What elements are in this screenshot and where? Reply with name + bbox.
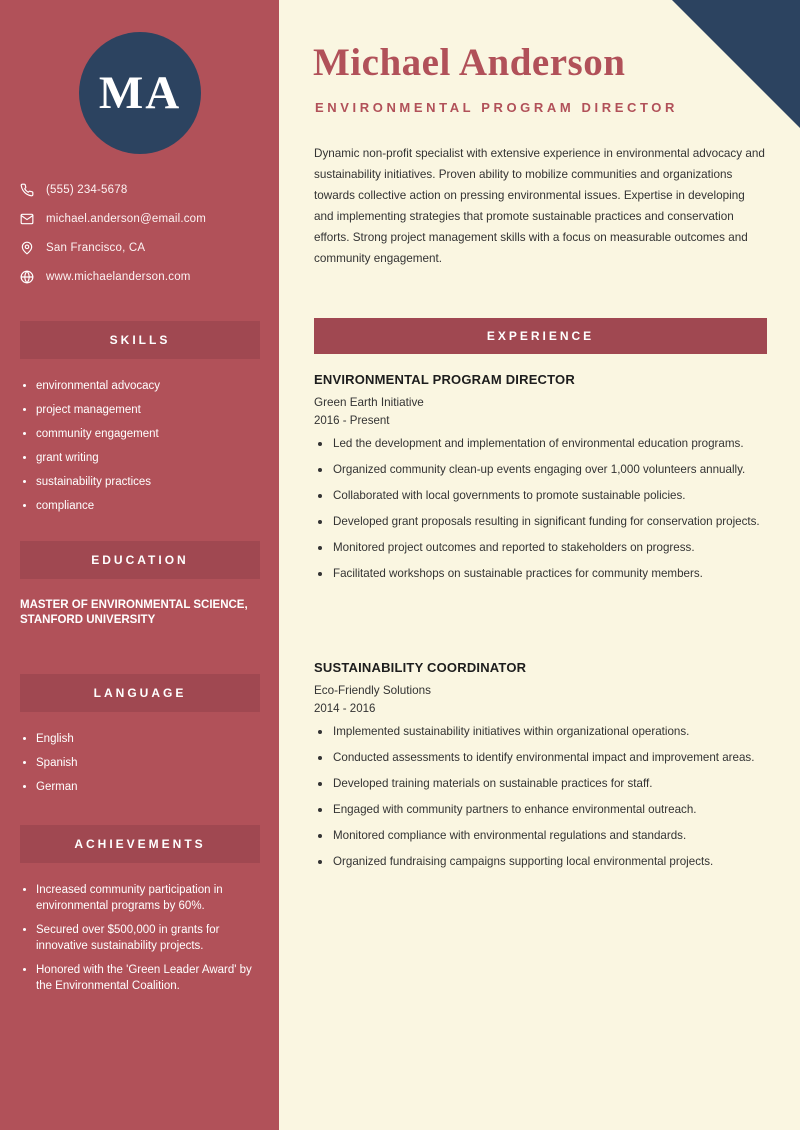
list-item: Spanish	[20, 755, 270, 771]
contact-phone-text: (555) 234-5678	[46, 183, 128, 196]
envelope-icon	[20, 212, 46, 226]
list-item: Monitored project outcomes and reported to stakeholders on progress.	[314, 539, 774, 557]
sidebar-heading-language: LANGUAGE	[20, 674, 260, 712]
list-item: Increased community participation in environmental programs by 60%.	[20, 882, 265, 914]
page-title: Michael Anderson	[313, 41, 626, 84]
sidebar-heading-achievements: ACHIEVEMENTS	[20, 825, 260, 863]
sidebar-heading-education: EDUCATION	[20, 541, 260, 579]
corner-decoration	[672, 0, 800, 128]
professional-title: ENVIRONMENTAL PROGRAM DIRECTOR	[315, 100, 678, 115]
list-item: Monitored compliance with environmental regulations and standards.	[314, 827, 774, 845]
education-entry: MASTER OF ENVIRONMENTAL SCIENCE, STANFORD UNIVERSITY	[20, 599, 248, 626]
list-item: project management	[20, 402, 270, 418]
list-item: Organized community clean-up events engaging over 1,000 volunteers annually.	[314, 461, 774, 479]
list-item: Engaged with community partners to enhance environmental outreach.	[314, 801, 774, 819]
contact-item-location	[20, 233, 260, 262]
job-dates: 2014 - 2016	[314, 703, 376, 715]
list-item: community engagement	[20, 426, 270, 442]
sidebar-heading-skills: SKILLS	[20, 321, 260, 359]
avatar-initials: MA	[98, 67, 182, 119]
job-company: Green Earth Initiative	[314, 396, 424, 409]
contact-item-email	[20, 204, 260, 233]
experience-entry-1	[314, 372, 774, 591]
section-heading-experience: EXPERIENCE	[314, 318, 767, 354]
list-item: Developed grant proposals resulting in significant funding for conservation projects.	[314, 513, 774, 531]
skills-list	[20, 378, 270, 522]
list-item: Collaborated with local governments to promote sustainable policies.	[314, 487, 774, 505]
list-item: Honored with the 'Green Leader Award' by the Environmental Coalition.	[20, 962, 265, 994]
job-bullets	[314, 723, 774, 871]
contact-email-text: michael.anderson@email.com	[46, 212, 207, 225]
list-item: Secured over $500,000 in grants for innovative sustainability projects.	[20, 922, 265, 954]
contact-item-website	[20, 262, 260, 291]
contact-item-phone	[20, 175, 260, 204]
list-item: sustainability practices	[20, 474, 270, 490]
avatar	[79, 32, 201, 154]
job-role: ENVIRONMENTAL PROGRAM DIRECTOR	[314, 372, 575, 387]
phone-icon	[20, 183, 46, 197]
profile-summary: Dynamic non-profit specialist with extensive experience in environmental advocacy and sustainability initiatives. Proven ability to mobilize communities and organizations towards collective action on pressing environmental issues. Expertise in developing and implementing strategies that promote sustainable practices and conservation efforts. Strong project management skills with a focus on measurable outcomes and community engagement.	[314, 147, 765, 265]
globe-icon	[20, 270, 46, 284]
experience-entry-2	[314, 660, 774, 879]
list-item: Implemented sustainability initiatives within organizational operations.	[314, 723, 774, 741]
list-item: Organized fundraising campaigns supporting local environmental projects.	[314, 853, 774, 871]
list-item: environmental advocacy	[20, 378, 270, 394]
main-content	[283, 0, 800, 1130]
list-item: Facilitated workshops on sustainable practices for community members.	[314, 565, 774, 583]
contact-website-text: www.michaelanderson.com	[46, 270, 191, 283]
list-item: grant writing	[20, 450, 270, 466]
list-item: German	[20, 779, 270, 795]
achievements-list	[20, 882, 265, 1002]
list-item: compliance	[20, 498, 270, 514]
contact-list	[20, 175, 260, 291]
list-item: Conducted assessments to identify environmental impact and improvement areas.	[314, 749, 774, 767]
job-role: SUSTAINABILITY COORDINATOR	[314, 660, 527, 675]
location-pin-icon	[20, 241, 46, 255]
job-dates: 2016 - Present	[314, 415, 390, 427]
contact-location-text: San Francisco, CA	[46, 241, 146, 254]
list-item: Led the development and implementation of environmental education programs.	[314, 435, 774, 453]
list-item: English	[20, 731, 270, 747]
language-list	[20, 731, 270, 803]
list-item: Developed training materials on sustainable practices for staff.	[314, 775, 774, 793]
job-company: Eco-Friendly Solutions	[314, 684, 431, 697]
job-bullets	[314, 435, 774, 583]
sidebar	[0, 0, 279, 1130]
